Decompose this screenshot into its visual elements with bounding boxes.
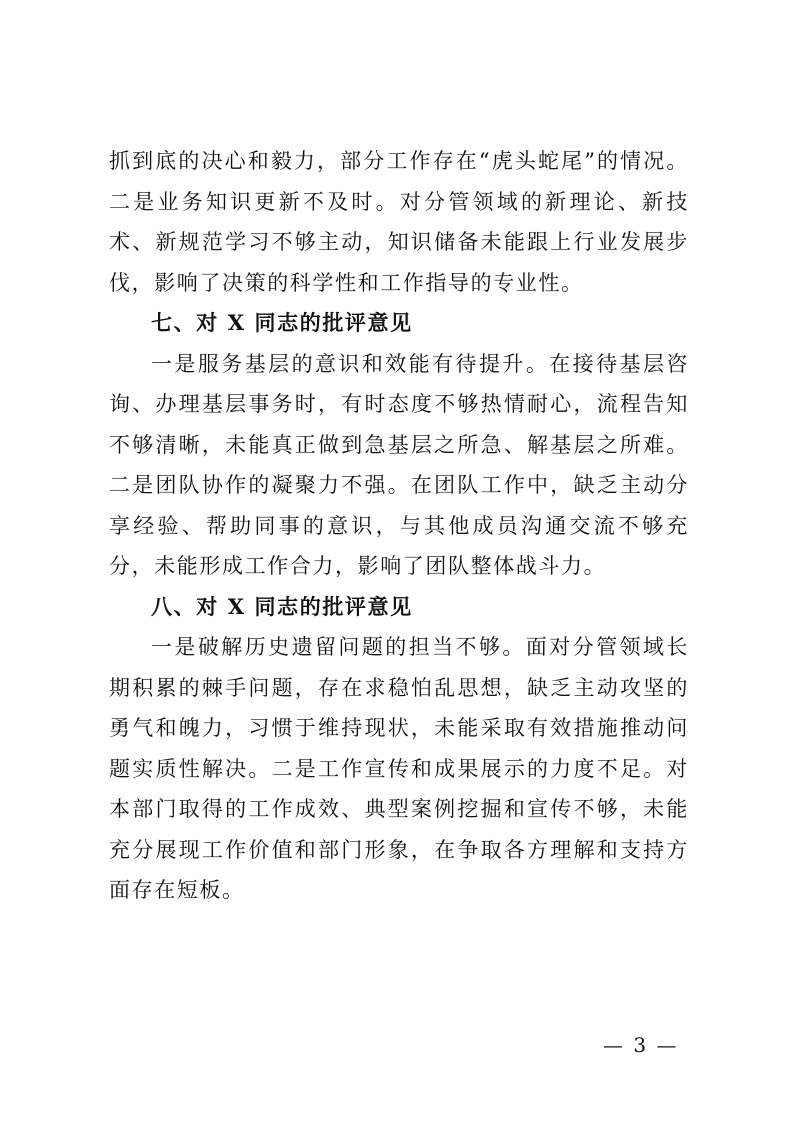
paragraph-lead: 二是	[271, 756, 319, 781]
paragraph-lead: 二是	[109, 189, 158, 214]
paragraph-lead: 一是	[151, 351, 198, 376]
paragraph-text: 工作宣传和成果展示的力度不足。对本部门取得的工作成效、典型案例挖掘和宣传不够，未能充分展现工作价值和部门形象，在争取各方理解和支持方面存在短板。	[109, 756, 689, 902]
page-number: — 3 —	[603, 1033, 679, 1057]
document-body	[109, 141, 689, 911]
section-paragraph-8	[109, 627, 689, 911]
continued-paragraph	[109, 141, 689, 303]
paragraph-lead: 二是	[109, 473, 156, 497]
paragraph-text: 抓到底的决心和毅力，部分工作存在“虎头蛇尾”的情况。	[109, 149, 689, 173]
paragraph-lead: 一是	[151, 635, 198, 659]
paragraph-text: 团队协作的凝聚力不强。在团队工作中，缺乏主动分享经验、帮助同事的意识，与其他成员沟通交流不够充分，未能形成工作合力，影响了团队整体战斗力。	[109, 473, 689, 578]
paragraph-text: 业务知识更新不及时。对分管领域的新理论、新技术、新规范学习不够主动，知识储备未能跟上行业发展步伐，影响了决策的科学性和工作指导的专业性。	[109, 189, 690, 295]
section-paragraph-7	[109, 344, 689, 587]
section-heading-8: 八、对 X 同志的批评意见	[151, 593, 413, 619]
paragraph-text: 服务基层的意识和效能有待提升。在接待基层咨询、办理基层事务时，有时态度不够热情耐心，流程告知不够清晰，未能真正做到急基层之所急、解基层之所难。	[109, 351, 689, 457]
section-heading-7: 七、对 X 同志的批评意见	[151, 310, 413, 335]
paragraph-text: 破解历史遗留问题的担当不够。面对分管领域长期积累的棘手问题，存在求稳怕乱思想，缺乏主动攻坚的勇气和魄力，习惯于维持现状，未能采取有效措施推动问题实质性解决。	[109, 635, 689, 781]
